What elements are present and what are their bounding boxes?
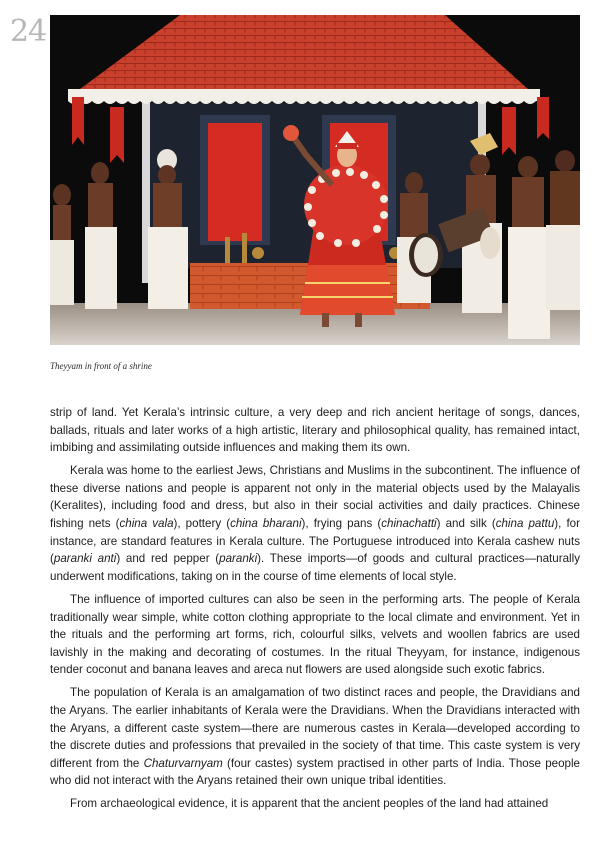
- page-number: 24: [10, 14, 47, 49]
- text-run: strip of land. Yet Kerala’s intrinsic culture, a very deep and rich ancient heritage of songs, dances, ballads, rituals and later works of a high artistic, literary and philosophical quality, has remained intact, imbibing and assimilating outside influences and making them its own.: [50, 406, 580, 455]
- article-body: [50, 404, 580, 813]
- italic-term: china pattu: [495, 517, 555, 531]
- text-run: ), frying pans (: [301, 517, 382, 531]
- italic-term: paranki anti: [53, 552, 117, 566]
- text-run: ), for instance, are standard features in Kerala culture. The Portuguese introduced into Kerala cashew nuts (: [50, 517, 580, 566]
- body-paragraph: [50, 795, 580, 813]
- figure-caption: Theyyam in front of a shrine: [50, 361, 152, 371]
- text-run: ) and red pepper (: [116, 552, 220, 566]
- italic-term: Chaturvarnyam: [143, 756, 223, 770]
- body-paragraph: [50, 591, 580, 679]
- text-run: The influence of imported cultures can also be seen in the performing arts. The people of Kerala traditionally wear simple, white cotton clothing appropriate to the local climate and environment. Yet in the rituals and the performing art forms, rich, colourful silks, velvets and woollen fabrics are used lavishly in the making and decorating of costumes. In the ritual Theyyam, for instance, indigenous tender coconut and banana leaves and areca nut flowers are used alongside such exotic fabrics.: [50, 592, 580, 677]
- italic-term: china vala: [119, 517, 174, 531]
- body-paragraph: [50, 462, 580, 585]
- text-run: ) and silk (: [436, 517, 496, 531]
- text-run: ). These imports—of goods and cultural practices—naturally underwent modifications, taking on in the course of time elements of local style.: [50, 552, 580, 583]
- text-run: (four castes) system practised in other parts of India. Those people who did not interact with the Aryans retained their own unique tribal identities.: [50, 756, 581, 788]
- body-paragraph: [50, 404, 580, 457]
- theyyam-photo: [50, 15, 580, 345]
- text-run: Kerala was home to the earliest Jews, Christians and Muslims in the subcontinent. The influence of these diverse nations and people is apparent not only in the material objects used by the Malayalis (Keralites), including food and dress, but also in their social activities and daily practices. Chinese fishing nets (: [50, 464, 580, 531]
- italic-term: chinachatti: [381, 517, 437, 531]
- body-paragraph: [50, 684, 580, 790]
- text-run: ), pottery (: [173, 517, 231, 531]
- italic-term: china bharani: [230, 517, 302, 531]
- text-run: From archaeological evidence, it is apparent that the ancient peoples of the land had attained: [70, 797, 549, 811]
- text-run: The population of Kerala is an amalgamation of two distinct races and people, the Dravidians and the Aryans. The earlier inhabitants of Kerala were the Dravidians. When the Dravidians interacted with the Aryans, a different caste system—there are numerous castes in Kerala—developed according to the discrete duties and professions that prevailed in the society of that time. This caste system is very different from the: [50, 686, 580, 770]
- italic-term: paranki: [219, 552, 258, 566]
